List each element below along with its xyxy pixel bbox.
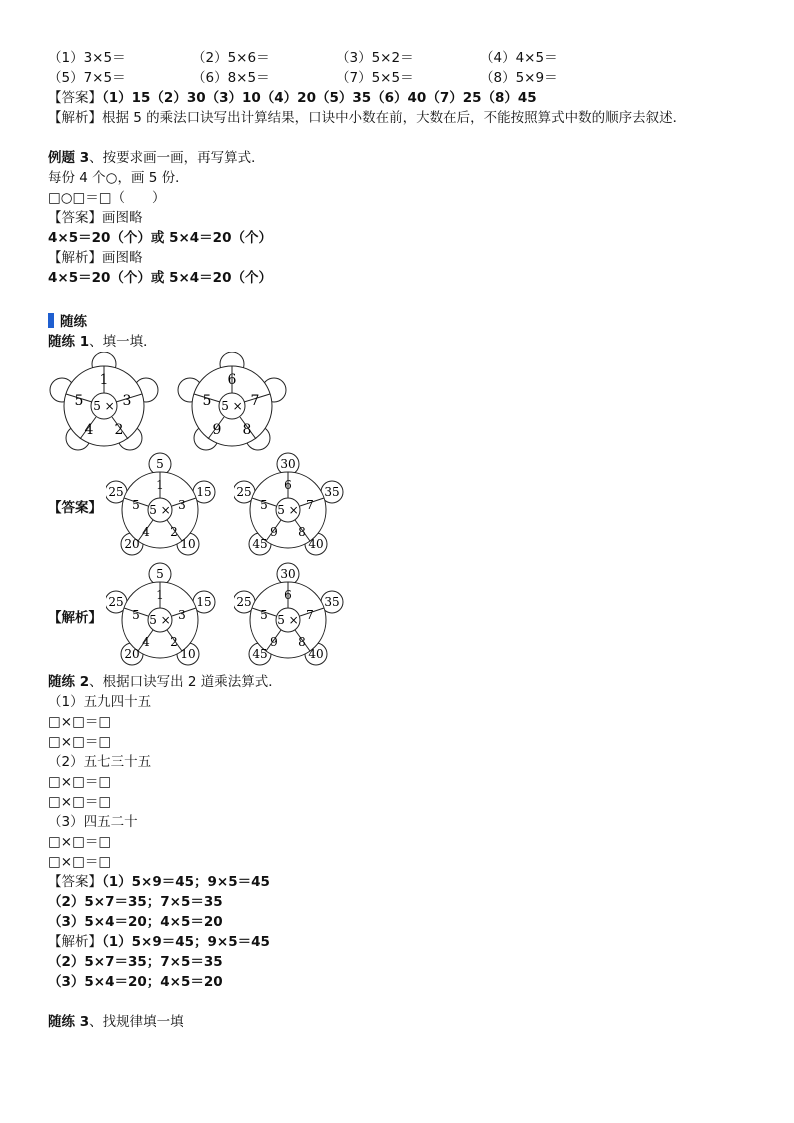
svg-text:35: 35 [324,595,340,609]
flower-inner: 8 [242,422,252,438]
problem: （3）5×2＝ [336,50,414,66]
svg-text:40: 40 [308,647,324,661]
svg-text:45: 45 [252,537,268,551]
svg-text:5: 5 [132,608,140,622]
problem-row-1 [48,48,748,68]
problem: （6）8×5＝ [192,70,270,86]
problem: （1）3×5＝ [48,50,126,66]
analysis-text: 根据 5 的乘法口诀写出计算结果，口诀中小数在前，大数在后，不能按照算式中数的顺序去叙述． [102,110,687,126]
svg-text:5 ×: 5 × [277,503,299,517]
svg-text:5 ×: 5 × [277,613,299,627]
document-page [48,48,748,1032]
example3-title: 例题 3、按要求画一画，再写算式． [48,150,265,166]
practice2-item-label: （3）四五二十 [48,814,138,830]
svg-text:5: 5 [260,608,268,622]
svg-text:3: 3 [178,608,186,622]
practice1-title: 随练 1、填一填． [48,334,157,350]
practice2-blank: □×□＝□ [48,834,112,850]
example3-answer-line: 4×5＝20（个）或 5×4＝20（个） [48,230,272,246]
flower-inner: 5 [202,393,212,409]
svg-text:5: 5 [260,498,268,512]
svg-text:8: 8 [298,525,306,539]
flower-right-answer [234,452,354,556]
svg-text:20: 20 [124,537,140,551]
flower-inner: 9 [212,422,222,438]
answer-label: 【答案】 [48,500,102,516]
flower-inner: 2 [114,422,124,438]
practice2-blank: □×□＝□ [48,734,112,750]
example3-analysis: 【解析】画图略 [48,250,143,266]
flower-inner: 7 [250,393,260,409]
practice2-blank: □×□＝□ [48,774,112,790]
svg-text:2: 2 [170,635,178,649]
svg-text:1: 1 [156,478,164,492]
svg-text:6: 6 [284,478,292,492]
flower-inner: 5 [74,393,84,409]
practice2-item-label: （1）五九四十五 [48,694,152,710]
svg-text:5: 5 [132,498,140,512]
svg-text:25: 25 [108,485,124,499]
flower-right [176,352,296,452]
svg-text:15: 15 [196,595,212,609]
svg-text:25: 25 [108,595,124,609]
svg-text:35: 35 [324,485,340,499]
practice2-answer-line: （2）5×7＝35；7×5＝35 [48,894,223,910]
flower-inner: 4 [84,422,94,438]
svg-text:9: 9 [270,525,278,539]
problem: （8）5×9＝ [480,70,558,86]
practice2-answer: 【答案】（1）5×9＝45；9×5＝45 [48,874,270,890]
svg-text:6: 6 [284,588,292,602]
practice2-blank: □×□＝□ [48,714,112,730]
analysis-1 [48,108,748,128]
svg-text:8: 8 [298,635,306,649]
example3-analysis-line: 4×5＝20（个）或 5×4＝20（个） [48,270,272,286]
practice2-title: 随练 2、根据口诀写出 2 道乘法算式． [48,674,282,690]
svg-text:25: 25 [236,595,252,609]
svg-text:7: 7 [306,498,314,512]
answer-label: 【答案】 [48,90,102,106]
flower-left-analysis [106,562,226,666]
answer-1 [48,88,748,108]
svg-text:5: 5 [156,567,164,581]
flower-center: 5 × [221,399,243,413]
svg-text:15: 15 [196,485,212,499]
flower-right-analysis [234,562,354,666]
practice3-title: 随练 3、找规律填一填 [48,1014,184,1030]
svg-text:25: 25 [236,485,252,499]
answer-text: （1）15（2）30（3）10（4）20（5）35（6）40（7）25（8）45 [102,90,537,106]
flower-inner: 3 [122,393,132,409]
flower-inner: 6 [227,372,237,388]
practice2-answer-line: （3）5×4＝20；4×5＝20 [48,914,223,930]
practice1-question-flowers [48,352,748,452]
practice1-analysis [48,562,748,672]
section-heading: 随练 [48,308,748,332]
flower-inner: 1 [99,372,109,388]
svg-text:45: 45 [252,647,268,661]
problem: （4）4×5＝ [480,50,558,66]
section-marker [48,313,54,328]
example3-answer: 【答案】画图略 [48,210,143,226]
problem-row-2 [48,68,748,88]
svg-text:7: 7 [306,608,314,622]
svg-text:2: 2 [170,525,178,539]
svg-text:5: 5 [156,457,164,471]
practice1-answer [48,452,748,562]
svg-text:3: 3 [178,498,186,512]
flower-center: 5 × [93,399,115,413]
practice2-analysis: 【解析】（1）5×9＝45；9×5＝45 [48,934,270,950]
analysis-label: 【解析】 [48,610,102,626]
svg-text:4: 4 [142,525,150,539]
svg-text:5 ×: 5 × [149,503,171,517]
problem: （7）5×5＝ [336,70,414,86]
svg-text:30: 30 [280,457,296,471]
analysis-label: 【解析】 [48,110,102,126]
flower-left-answer [106,452,226,556]
practice2-analysis-line: （2）5×7＝35；7×5＝35 [48,954,223,970]
flower-left [48,352,168,452]
svg-text:9: 9 [270,635,278,649]
svg-text:20: 20 [124,647,140,661]
svg-text:30: 30 [280,567,296,581]
svg-text:1: 1 [156,588,164,602]
practice2-item-label: （2）五七三十五 [48,754,152,770]
svg-text:4: 4 [142,635,150,649]
svg-text:5 ×: 5 × [149,613,171,627]
practice2-analysis-line: （3）5×4＝20；4×5＝20 [48,974,223,990]
problem: （5）7×5＝ [48,70,126,86]
svg-text:10: 10 [180,647,196,661]
practice2-blank: □×□＝□ [48,854,112,870]
example3-instruction: 每份 4 个○，画 5 份． [48,170,189,186]
svg-text:40: 40 [308,537,324,551]
example3-template: □○□＝□（ ） [48,190,166,206]
svg-text:10: 10 [180,537,196,551]
practice2-blank: □×□＝□ [48,794,112,810]
problem: （2）5×6＝ [192,50,270,66]
